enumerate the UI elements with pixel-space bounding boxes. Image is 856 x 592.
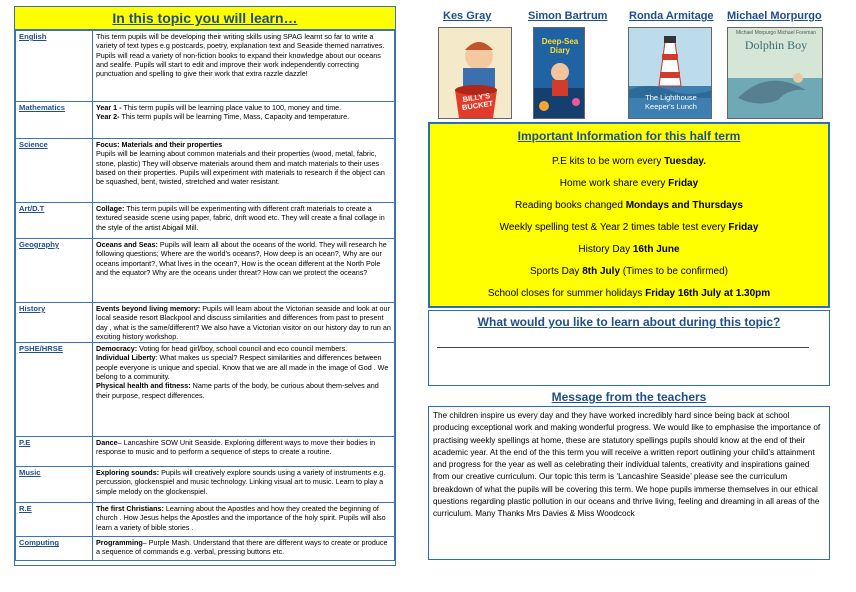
important-info-box [428, 122, 830, 308]
subject-row [16, 537, 395, 561]
dolphin-boy-authors: Michael Morpurgo Michael Foreman [735, 30, 817, 36]
subject-row [16, 303, 395, 343]
topic-title: In this topic you will learn… [15, 7, 395, 30]
description-text: Learning about the Apostles and how they created the beginning of church . How Jesus helps the Apostles and the importance of the holy spirit. Pupils will also learn a variety of bible stories . [96, 504, 386, 532]
subject-row [16, 102, 395, 139]
subject-name[interactable]: English [16, 31, 93, 102]
book-cover-dolphin-boy[interactable] [727, 27, 823, 119]
subject-name[interactable]: Computing [16, 537, 93, 561]
deep-sea-diary-title: Deep-Sea Diary [541, 37, 579, 55]
info-line-text: Weekly spelling test & Year 2 times table test every [499, 222, 729, 233]
info-lines [430, 151, 828, 305]
description-text: Pupils will learn all about the oceans of the world. They will research he following questions; Where are the world’s oceans?, How deep is an ocean?, Why are our oceans important?, What lives in the ocean?, How is the ocean different at the North Pole and the equator? Why are the oceans under threat? How can we protect the oceans? [96, 240, 387, 277]
description-text: : What makes us special? Respect similarities and differences between people everyone is unique and special. Know that we are all made in the image of God . We belong to a community. [96, 353, 389, 382]
description-paragraph [96, 344, 391, 353]
description-text: – Lancashire SOW Unit Seaside. Exploring different ways to move their bodies in response to music and to perform a sequence of steps to create a routine. [96, 438, 376, 457]
description-text: Pupils will be learning about common materials and their properties (wood, metal, fabric, stone, plastic) They will observe materials around them and match materials to their uses based on their properties. Pupils will experiment with materials to research if the object can be squashed, bent, twisted, stretched and water resistant. [96, 149, 385, 187]
description-paragraph [96, 468, 391, 496]
subject-name[interactable]: Science [16, 139, 93, 203]
subject-description [93, 467, 395, 503]
author-ronda-armitage[interactable]: Ronda Armitage [629, 10, 714, 22]
subject-row [16, 343, 395, 437]
subject-row [16, 239, 395, 303]
description-heading: Year 2- [96, 112, 120, 122]
billys-bucket-title: BILLY'S BUCKET [461, 91, 494, 113]
info-line-highlight: Mondays and Thursdays [625, 200, 743, 211]
subject-description [93, 503, 395, 537]
description-heading: Physical health and fitness: [96, 381, 191, 391]
description-text: This term pupils will be experimenting with different craft materials to create a textured seaside scene using paper, fabric, drift wood etc. They will create a final collage in the style of the artist Abigail Mill. [96, 204, 385, 232]
subject-description [93, 303, 395, 343]
author-michael-morpurgo[interactable]: Michael Morpurgo [727, 10, 822, 22]
question-title: What would you like to learn about during this topic? [477, 315, 781, 329]
info-line-text: Sports Day [529, 266, 583, 277]
description-heading: The first Christians: [96, 504, 164, 514]
description-heading: Year 1 - [96, 103, 122, 112]
description-paragraph [96, 240, 391, 277]
info-line-text: School closes for summer holidays [487, 288, 646, 299]
dolphin-boy-title: Dolphin Boy [744, 38, 808, 52]
description-text: – Purple Mash. Understand that there are different ways to create or produce a sequence of commands e.g. verbal, pressing buttons etc. [96, 538, 388, 557]
info-line [430, 239, 828, 261]
description-text: Voting for head girl/boy, school council and eco council members. [137, 344, 348, 354]
description-paragraph [96, 32, 391, 78]
info-line [430, 195, 828, 217]
description-text: This term pupils will be learning place value to 100, money and time. [121, 103, 342, 112]
description-paragraph [96, 204, 391, 232]
description-paragraph [96, 438, 391, 457]
answer-line[interactable] [437, 347, 809, 348]
description-paragraph [96, 353, 391, 381]
info-line [430, 283, 828, 305]
subject-description [93, 203, 395, 239]
description-paragraph [96, 538, 391, 557]
subject-row [16, 503, 395, 537]
subject-description [93, 31, 395, 102]
description-heading: Democracy: [96, 344, 138, 354]
info-line [430, 151, 828, 173]
subject-row [16, 437, 395, 467]
info-line-highlight: 16th June [632, 244, 680, 255]
message-body: The children inspire us every day and they have worked incredibly hard since being back at school producing exceptional work and making wonderful progress. We would like to emphasise the importance of practising weekly spellings at home, these are statutory spellings pupils should know at the end of their academic year. At the end of the this term you will receive a written report outlining your child’s attainment and progress for the year as well as celebrating their individual talents, creativity and inspirations gained from our creative curriculum. Our topic this term is ‘Lancashire Seaside’ please see the curriculum breakdown of what the pupils will be covering this term. We hope pupils immerse themselves in our ethical questions regarding plastic pollution in our oceans and thrive living, feeling and dreaming in all areas of the curriculum. Many Thanks Mrs Davies & Miss Woodcock [428, 406, 830, 560]
info-line-highlight: Tuesday. [664, 156, 706, 167]
subject-description [93, 239, 395, 303]
description-heading: Oceans and Seas: [96, 240, 158, 249]
subjects-table [15, 30, 395, 561]
info-line-highlight: Friday 16th July at 1.30pm [645, 288, 771, 299]
author-kes-gray[interactable]: Kes Gray [443, 10, 492, 22]
subject-name[interactable]: Art/D.T [16, 203, 93, 239]
description-text: This term pupils will be developing their writing skills using SPAG learnt so far to write a variety of text types e.g postcards, poetry, explanation text and Seaside themed narratives. Pupils will read a variety of non-fiction books to expand their knowledge about our oceans and sealife. Pupils will start to edit and improve their work independently correcting punctuation and spelling to give their work that extra razzle dazzle! [96, 32, 385, 79]
description-paragraph [96, 504, 391, 532]
book-cover-lighthouse-keepers-lunch[interactable] [628, 27, 712, 119]
info-line-text: (Times to be confirmed) [620, 266, 729, 277]
info-line [430, 261, 828, 283]
info-title: Important Information for this half term [517, 129, 741, 143]
description-heading: Individual Liberty [96, 353, 156, 363]
info-line-highlight: Friday [668, 178, 699, 189]
description-paragraph [96, 381, 391, 400]
description-heading: Dance [96, 438, 118, 448]
info-line [430, 173, 828, 195]
info-line-text: History Day [578, 244, 633, 255]
subject-row [16, 467, 395, 503]
subject-description [93, 537, 395, 561]
subject-description [93, 343, 395, 437]
subject-description [93, 437, 395, 467]
info-line-highlight: 8th July [582, 266, 621, 277]
description-heading: Events beyond living memory: [96, 304, 201, 313]
subject-row [16, 139, 395, 203]
info-line-text: Reading books changed [515, 200, 626, 211]
description-text: This term pupils will be learning Time, Mass, Capacity and temperature. [119, 112, 350, 122]
subject-description [93, 139, 395, 203]
book-cover-billys-bucket[interactable] [438, 27, 512, 119]
description-heading: Programming [96, 538, 143, 548]
info-line-highlight: Friday [728, 222, 759, 233]
description-text: Name parts of the body, be curious about them-selves and their purpose, respect differences. [96, 381, 379, 400]
subject-name[interactable]: Mathematics [16, 102, 93, 139]
subject-description [93, 102, 395, 139]
info-line-text: P.E kits to be worn every [552, 156, 665, 167]
description-text: Pupils will creatively explore sounds using a variety of instruments e.g. percussion, glockenspiel and music technology. Linking visual art to music. Learn to play a simple melody on the glockenspiel. [96, 468, 386, 496]
subject-name[interactable]: R.E [16, 503, 93, 537]
description-paragraph [96, 103, 391, 112]
lighthouse-title: The Lighthouse Keeper's Lunch [645, 93, 697, 111]
subject-row [16, 203, 395, 239]
info-line [430, 217, 828, 239]
description-paragraph [96, 149, 391, 186]
description-heading: Exploring sounds: [96, 468, 160, 478]
description-paragraph [96, 112, 391, 121]
subject-row [16, 31, 395, 102]
subject-name[interactable]: P.E [16, 437, 93, 467]
book-cover-deep-sea-diary[interactable] [533, 27, 585, 119]
description-heading: Collage: [96, 204, 125, 213]
author-simon-bartrum[interactable]: Simon Bartrum [528, 10, 608, 22]
subject-name[interactable]: Geography [16, 239, 93, 303]
subject-name[interactable]: History [16, 303, 93, 343]
description-heading: Focus: Materials and their properties [96, 140, 223, 149]
topic-panel [14, 6, 396, 566]
description-paragraph [96, 304, 391, 341]
description-text: Pupils will learn about the Victorian seaside and look at our local seaside resort Blackpool and discuss similarities and differences from past to present day , what is the same/different? We also have a Victorian visitor on our history day to run an exciting history workshop. [96, 304, 391, 341]
subject-name[interactable]: PSHE/HRSE [16, 343, 93, 437]
info-line-text: Home work share every [559, 178, 669, 189]
question-box[interactable] [428, 310, 830, 386]
subject-name[interactable]: Music [16, 467, 93, 503]
message-title: Message from the teachers [551, 390, 707, 404]
description-paragraph [96, 140, 391, 149]
